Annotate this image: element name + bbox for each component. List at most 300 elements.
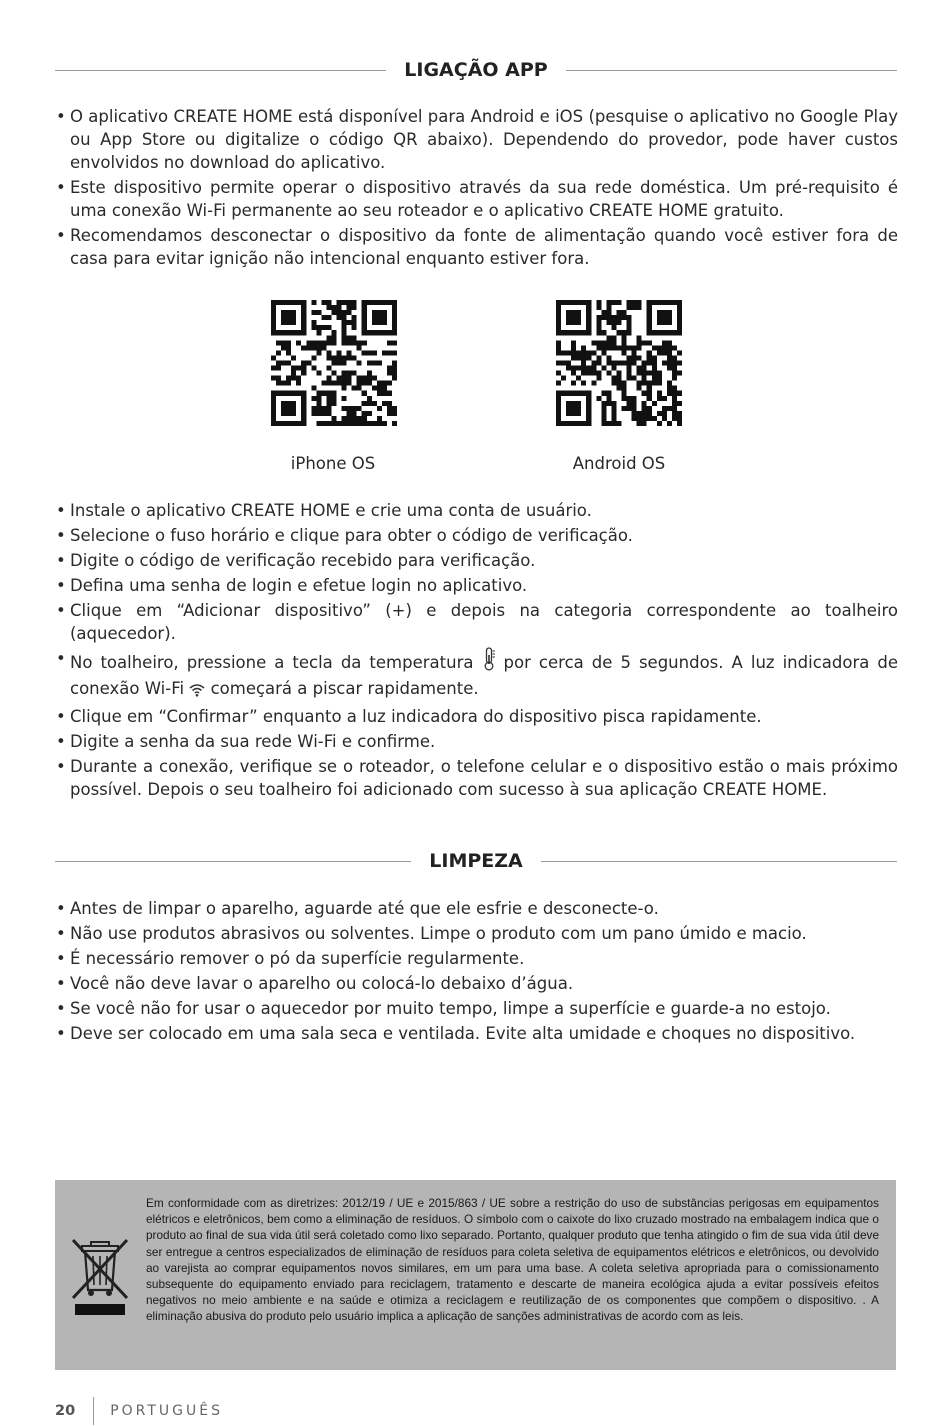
qr-module xyxy=(586,325,591,330)
qr-module xyxy=(667,300,672,305)
qr-module xyxy=(637,340,642,345)
qr-module xyxy=(362,305,367,310)
qr-module xyxy=(672,371,677,376)
qr-module xyxy=(561,391,566,396)
qr-module xyxy=(642,376,647,381)
qr-module xyxy=(647,300,652,305)
qr-module xyxy=(316,330,321,335)
qr-module xyxy=(372,350,377,355)
list-item: • Você não deve lavar o aparelho ou colocá-lo debaixo d’água. xyxy=(55,972,898,995)
qr-module xyxy=(342,300,347,305)
qr-module xyxy=(276,376,281,381)
qr-module xyxy=(566,406,571,411)
qr-module xyxy=(637,411,642,416)
qr-module xyxy=(627,345,632,350)
qr-module xyxy=(586,330,591,335)
qr-module xyxy=(566,300,571,305)
qr-module xyxy=(367,330,372,335)
list-item: • Clique em “Confirmar” enquanto a luz indicadora do dispositivo pisca rapidamente. xyxy=(55,705,898,728)
qr-module xyxy=(342,355,347,360)
qr-module xyxy=(342,320,347,325)
qr-module xyxy=(616,371,621,376)
qr-module xyxy=(382,391,387,396)
qr-module xyxy=(271,406,276,411)
qr-module xyxy=(367,350,372,355)
qr-module xyxy=(632,300,637,305)
qr-module xyxy=(611,300,616,305)
qr-module xyxy=(286,360,291,365)
qr-module xyxy=(392,366,397,371)
qr-module xyxy=(647,381,652,386)
qr-module xyxy=(556,345,561,350)
section-title-clean: LIMPEZA xyxy=(429,850,523,872)
qr-module xyxy=(672,360,677,365)
qr-module xyxy=(301,320,306,325)
qr-module xyxy=(387,411,392,416)
qr-module xyxy=(662,416,667,421)
qr-module xyxy=(677,330,682,335)
qr-module xyxy=(627,366,632,371)
qr-module xyxy=(672,396,677,401)
qr-module xyxy=(677,350,682,355)
qr-module xyxy=(286,315,291,320)
qr-module xyxy=(311,300,316,305)
qr-module xyxy=(367,376,372,381)
qr-module xyxy=(342,406,347,411)
qr-module xyxy=(367,300,372,305)
qr-module xyxy=(331,396,336,401)
qr-module xyxy=(667,386,672,391)
qr-module xyxy=(576,355,581,360)
qr-module xyxy=(667,421,672,426)
qr-module xyxy=(321,421,326,426)
qr-module xyxy=(657,391,662,396)
qr-module xyxy=(591,360,596,365)
qr-module xyxy=(352,355,357,360)
qr-module xyxy=(611,315,616,320)
qr-module xyxy=(556,330,561,335)
qr-module xyxy=(556,411,561,416)
qr-module xyxy=(632,416,637,421)
heading-rule-right xyxy=(541,861,897,862)
qr-module xyxy=(301,325,306,330)
qr-module xyxy=(392,360,397,365)
qr-module xyxy=(606,396,611,401)
qr-module xyxy=(306,340,311,345)
qr-module xyxy=(611,416,616,421)
qr-module xyxy=(377,416,382,421)
qr-module xyxy=(657,300,662,305)
qr-module xyxy=(672,411,677,416)
qr-module xyxy=(677,320,682,325)
qr-module xyxy=(321,411,326,416)
qr-module xyxy=(331,340,336,345)
qr-module xyxy=(296,340,301,345)
qr-module xyxy=(571,355,576,360)
qr-module xyxy=(286,300,291,305)
qr-module xyxy=(556,320,561,325)
qr-module xyxy=(342,315,347,320)
qr-module xyxy=(647,325,652,330)
qr-module xyxy=(377,406,382,411)
qr-module xyxy=(571,340,576,345)
qr-module xyxy=(337,355,342,360)
qr-module xyxy=(627,406,632,411)
qr-module xyxy=(642,360,647,365)
qr-module xyxy=(647,310,652,315)
qr-module xyxy=(347,320,352,325)
qr-module xyxy=(296,391,301,396)
qr-module xyxy=(616,381,621,386)
qr-module xyxy=(642,391,647,396)
qr-module xyxy=(372,330,377,335)
qr-module xyxy=(392,330,397,335)
qr-module xyxy=(667,406,672,411)
qr-module xyxy=(271,401,276,406)
clean-list xyxy=(55,897,898,1047)
qr-module xyxy=(561,350,566,355)
qr-module xyxy=(566,310,571,315)
qr-module xyxy=(667,366,672,371)
qr-module xyxy=(662,300,667,305)
qr-module xyxy=(611,325,616,330)
qr-module xyxy=(352,371,357,376)
qr-module xyxy=(637,305,642,310)
qr-module xyxy=(311,396,316,401)
qr-module xyxy=(362,340,367,345)
qr-module xyxy=(377,381,382,386)
list-item: • Durante a conexão, verifique se o roteador, o telefone celular e o dispositivo estão o mais próximo possível. Depois o seu toalheiro foi adicionado com sucesso à sua aplicação CREATE HOME. xyxy=(55,755,898,801)
qr-module xyxy=(586,421,591,426)
qr-module xyxy=(657,320,662,325)
qr-module xyxy=(367,371,372,376)
qr-module xyxy=(306,345,311,350)
qr-module xyxy=(556,391,561,396)
qr-module xyxy=(347,406,352,411)
qr-module xyxy=(286,340,291,345)
qr-module xyxy=(377,300,382,305)
qr-module xyxy=(271,330,276,335)
qr-module xyxy=(301,401,306,406)
qr-module xyxy=(301,391,306,396)
qr-module xyxy=(576,401,581,406)
qr-module xyxy=(586,310,591,315)
qr-module xyxy=(576,320,581,325)
qr-module xyxy=(642,401,647,406)
qr-module xyxy=(571,366,576,371)
qr-module xyxy=(291,391,296,396)
qr-module xyxy=(652,330,657,335)
qr-module xyxy=(296,376,301,381)
qr-module xyxy=(596,376,601,381)
qr-module xyxy=(637,416,642,421)
app-steps-list xyxy=(55,499,898,803)
qr-module xyxy=(596,325,601,330)
qr-module xyxy=(352,406,357,411)
qr-module xyxy=(581,360,586,365)
qr-module xyxy=(667,320,672,325)
list-item: • Não use produtos abrasivos ou solventes. Limpe o produto com um pano úmido e macio. xyxy=(55,922,898,945)
qr-module xyxy=(291,320,296,325)
qr-module xyxy=(657,345,662,350)
qr-module xyxy=(316,406,321,411)
qr-module xyxy=(677,401,682,406)
qr-module xyxy=(556,315,561,320)
qr-module xyxy=(316,350,321,355)
qr-module xyxy=(362,320,367,325)
qr-module xyxy=(616,315,621,320)
qr-module xyxy=(337,310,342,315)
qr-module xyxy=(291,330,296,335)
qr-module xyxy=(596,315,601,320)
qr-module xyxy=(596,355,601,360)
qr-module xyxy=(611,406,616,411)
qr-module xyxy=(642,411,647,416)
qr-module xyxy=(591,381,596,386)
qr-module xyxy=(581,371,586,376)
qr-module xyxy=(647,315,652,320)
qr-module xyxy=(677,310,682,315)
qr-module xyxy=(586,411,591,416)
qr-module xyxy=(611,381,616,386)
qr-module xyxy=(311,411,316,416)
qr-module xyxy=(627,320,632,325)
qr-module xyxy=(672,391,677,396)
qr-module xyxy=(667,350,672,355)
qr-module xyxy=(581,330,586,335)
qr-module xyxy=(576,315,581,320)
qr-module xyxy=(286,330,291,335)
qr-module xyxy=(627,315,632,320)
qr-module xyxy=(337,300,342,305)
qr-module xyxy=(662,411,667,416)
qr-module xyxy=(372,421,377,426)
qr-module xyxy=(337,305,342,310)
qr-module xyxy=(276,330,281,335)
qr-module xyxy=(632,350,637,355)
qr-module xyxy=(382,421,387,426)
qr-module xyxy=(652,381,657,386)
qr-module xyxy=(301,421,306,426)
qr-module xyxy=(637,355,642,360)
thermometer-icon xyxy=(482,647,496,677)
qr-module xyxy=(271,411,276,416)
qr-module xyxy=(281,340,286,345)
qr-module xyxy=(382,330,387,335)
qr-module xyxy=(637,335,642,340)
qr-module xyxy=(611,401,616,406)
qr-module xyxy=(286,401,291,406)
qr-module xyxy=(632,345,637,350)
qr-module xyxy=(672,300,677,305)
qr-module xyxy=(347,335,352,340)
qr-module xyxy=(387,381,392,386)
qr-module xyxy=(576,421,581,426)
qr-module xyxy=(642,340,647,345)
qr-module xyxy=(392,376,397,381)
qr-module xyxy=(556,396,561,401)
qr-module xyxy=(632,401,637,406)
qr-module xyxy=(596,360,601,365)
qr-module xyxy=(667,310,672,315)
list-item: • Digite o código de verificação recebido para verificação. xyxy=(55,549,898,572)
qr-module xyxy=(662,345,667,350)
qr-module xyxy=(571,300,576,305)
qr-module xyxy=(611,345,616,350)
qr-module xyxy=(606,401,611,406)
qr-module xyxy=(586,401,591,406)
qr-module xyxy=(326,421,331,426)
qr-module xyxy=(566,360,571,365)
qr-module xyxy=(637,366,642,371)
qr-module xyxy=(571,406,576,411)
qr-module xyxy=(667,315,672,320)
qr-module xyxy=(662,310,667,315)
qr-module xyxy=(672,376,677,381)
qr-module xyxy=(637,371,642,376)
qr-module xyxy=(281,401,286,406)
qr-module xyxy=(286,376,291,381)
qr-module xyxy=(326,411,331,416)
qr-module xyxy=(662,315,667,320)
qr-module xyxy=(387,401,392,406)
qr-module xyxy=(566,411,571,416)
qr-module xyxy=(672,406,677,411)
qr-module xyxy=(566,391,571,396)
qr-module xyxy=(392,406,397,411)
qr-module xyxy=(382,401,387,406)
qr-module xyxy=(326,376,331,381)
qr-module xyxy=(611,411,616,416)
qr-module xyxy=(632,406,637,411)
qr-module xyxy=(326,335,331,340)
qr-module xyxy=(301,366,306,371)
qr-module xyxy=(637,386,642,391)
qr-module xyxy=(352,340,357,345)
qr-module xyxy=(316,371,321,376)
qr-module xyxy=(347,371,352,376)
qr-module xyxy=(677,300,682,305)
list-item: • Este dispositivo permite operar o dispositivo através da sua rede doméstica. Um pré-requisito é uma conexão Wi-Fi permanente ao seu roteador e o aplicativo CREATE HOME gratuito. xyxy=(55,176,898,222)
qr-module xyxy=(347,421,352,426)
qr-module xyxy=(372,320,377,325)
qr-module xyxy=(647,391,652,396)
qr-module xyxy=(326,300,331,305)
qr-module xyxy=(342,386,347,391)
qr-module xyxy=(576,411,581,416)
qr-module xyxy=(616,376,621,381)
qr-module xyxy=(357,345,362,350)
qr-module xyxy=(331,360,336,365)
qr-module xyxy=(571,330,576,335)
qr-module xyxy=(352,305,357,310)
qr-module xyxy=(632,360,637,365)
qr-module xyxy=(331,421,336,426)
qr-module xyxy=(611,320,616,325)
qr-module xyxy=(362,300,367,305)
qr-code-android[interactable] xyxy=(556,300,682,426)
qr-module xyxy=(281,300,286,305)
qr-module xyxy=(291,376,296,381)
list-item-temperature xyxy=(55,647,898,703)
qr-module xyxy=(392,310,397,315)
qr-module xyxy=(657,396,662,401)
qr-module xyxy=(281,315,286,320)
qr-module xyxy=(662,330,667,335)
qr-module xyxy=(281,406,286,411)
language-label: PORTUGUÊS xyxy=(110,1403,223,1419)
list-item: • Clique em “Adicionar dispositivo” (+) e depois na categoria correspondente ao toalheiro (aquecedor). xyxy=(55,599,898,645)
qr-module xyxy=(677,315,682,320)
qr-module xyxy=(316,340,321,345)
qr-module xyxy=(296,421,301,426)
qr-module xyxy=(627,300,632,305)
qr-module xyxy=(667,355,672,360)
qr-module xyxy=(286,381,291,386)
qr-module xyxy=(566,366,571,371)
qr-module xyxy=(606,391,611,396)
qr-module xyxy=(342,396,347,401)
qr-module xyxy=(652,360,657,365)
qr-module xyxy=(362,315,367,320)
qr-module xyxy=(601,416,606,421)
qr-module xyxy=(301,416,306,421)
qr-module xyxy=(311,345,316,350)
qr-module xyxy=(301,310,306,315)
qr-module xyxy=(647,350,652,355)
qr-module xyxy=(556,371,561,376)
qr-module xyxy=(326,305,331,310)
qr-module xyxy=(326,406,331,411)
qr-module xyxy=(637,345,642,350)
qr-module xyxy=(627,305,632,310)
qr-module xyxy=(672,345,677,350)
qr-module xyxy=(652,416,657,421)
qr-module xyxy=(342,310,347,315)
qr-module xyxy=(362,401,367,406)
qr-module xyxy=(652,355,657,360)
qr-module xyxy=(601,366,606,371)
qr-code-ios[interactable] xyxy=(271,300,397,426)
qr-module xyxy=(571,411,576,416)
qr-module xyxy=(677,416,682,421)
qr-module xyxy=(387,366,392,371)
list-item: • Digite a senha da sua rede Wi-Fi e confirme. xyxy=(55,730,898,753)
qr-module xyxy=(606,345,611,350)
qr-module xyxy=(337,421,342,426)
qr-module xyxy=(571,315,576,320)
qr-module xyxy=(387,340,392,345)
qr-module xyxy=(357,416,362,421)
step-temp-middle: por cerca de 5 segundos. A luz indicadora de conexão Wi-Fi xyxy=(70,653,898,698)
qr-module xyxy=(642,381,647,386)
qr-module xyxy=(271,325,276,330)
qr-module xyxy=(392,411,397,416)
qr-module xyxy=(276,421,281,426)
list-item: • Recomendamos desconectar o dispositivo da fonte de alimentação quando você estiver fora de casa para evitar ignição não intencional enquanto estiver fora. xyxy=(55,224,898,270)
qr-module xyxy=(347,355,352,360)
qr-module xyxy=(571,350,576,355)
heading-rule-left xyxy=(55,861,411,862)
qr-module xyxy=(586,391,591,396)
qr-module xyxy=(677,421,682,426)
qr-module xyxy=(342,325,347,330)
qr-module xyxy=(301,360,306,365)
qr-module xyxy=(601,411,606,416)
qr-module xyxy=(606,320,611,325)
qr-module xyxy=(382,300,387,305)
qr-module xyxy=(347,350,352,355)
